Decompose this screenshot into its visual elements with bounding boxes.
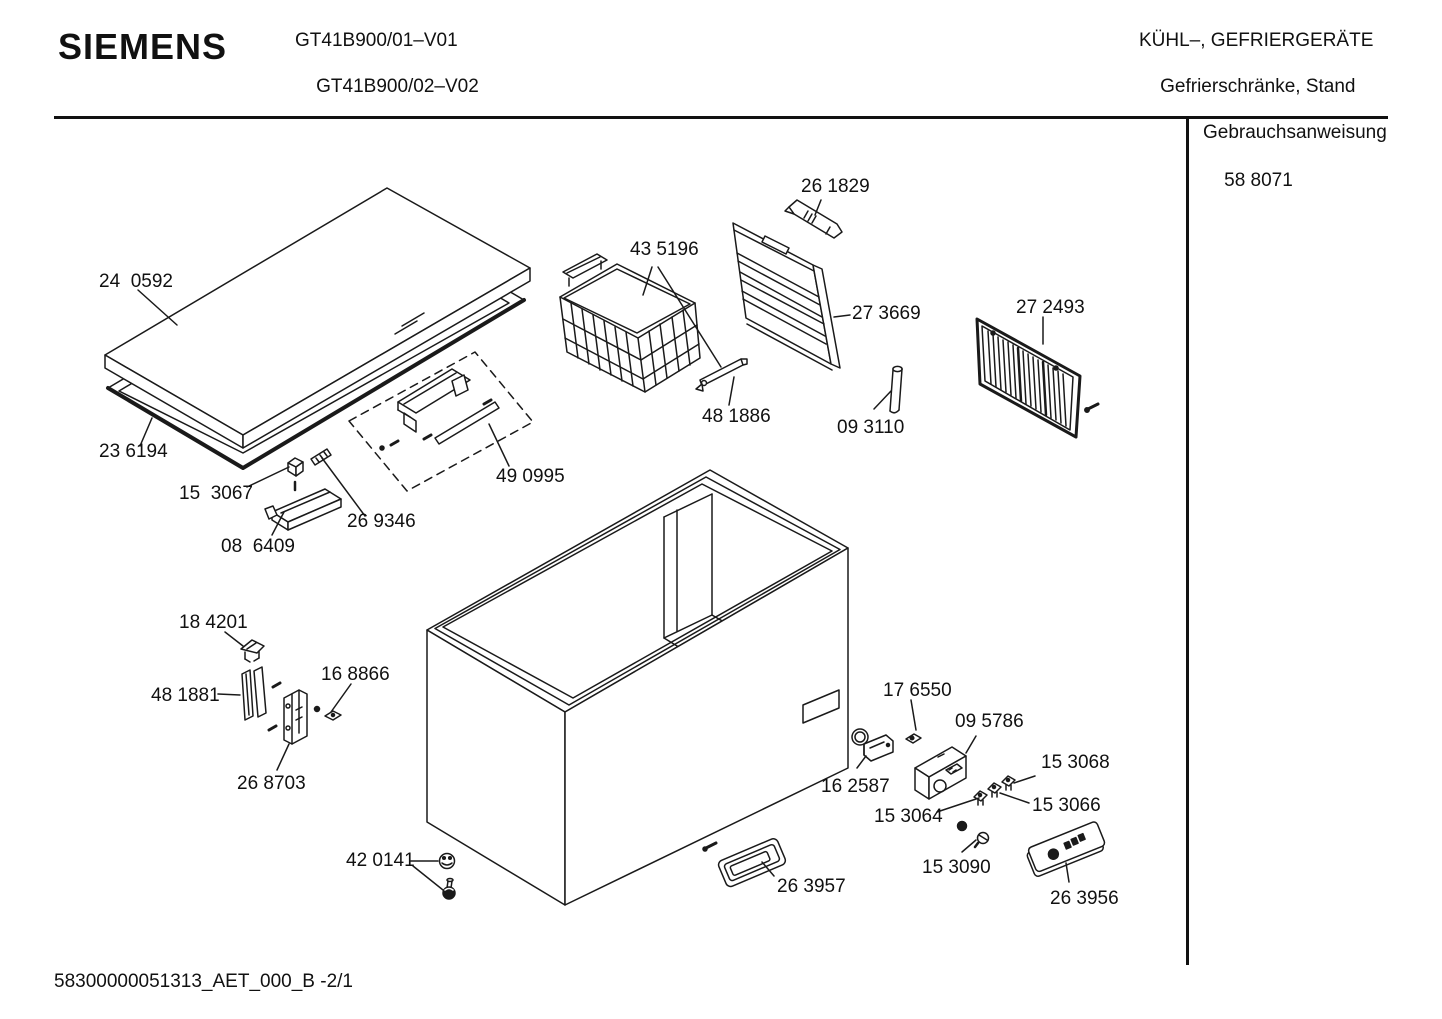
clip-15-3067-drawing: [288, 458, 303, 490]
control-panel-drawing: [915, 747, 966, 799]
part-label-49-0995: 49 0995: [496, 466, 565, 487]
part-label-09-3110: 09 3110: [837, 417, 905, 438]
mounting-clips-drawing: [974, 776, 1015, 805]
part-label-27-2493: 27 2493: [1016, 297, 1085, 318]
manual-title: Gebrauchsanweisung: [1203, 122, 1387, 143]
part-label-48-1881: 48 1881: [151, 685, 220, 706]
part-label-15-3064: 15 3064: [874, 806, 943, 827]
thermostat-drawing: [852, 729, 893, 761]
part-label-15-3068: 15 3068: [1041, 752, 1110, 773]
part-label-48-1886: 48 1886: [702, 406, 771, 427]
hinge-body-drawing: [269, 683, 307, 744]
bracket-08-6409-drawing: [265, 489, 341, 530]
part-label-26-8703: 26 8703: [237, 773, 306, 794]
spring-pin-drawing: [311, 449, 331, 465]
drain-tube-drawing: [890, 366, 902, 412]
part-label-18-4201: 18 4201: [179, 612, 248, 633]
part-label-17-6550: 17 6550: [883, 680, 952, 701]
part-label-26-3957: 26 3957: [777, 876, 846, 897]
manual-number: 58 8071: [1224, 170, 1293, 191]
cabinet-body-drawing: [427, 470, 848, 905]
wire-basket-drawing: [560, 254, 700, 392]
part-label-16-2587: 16 2587: [821, 776, 890, 797]
label-plate-drawing: [1025, 821, 1108, 878]
bezel-screw-drawing: [703, 843, 716, 851]
sensor-17-6550-drawing: [906, 734, 921, 743]
hinge-clip-drawing: [241, 640, 264, 662]
model-line-1: GT41B900/01–V01: [295, 30, 458, 51]
part-label-15-3066: 15 3066: [1032, 795, 1101, 816]
model-line-2: GT41B900/02–V02: [316, 76, 479, 97]
siemens-logo: SIEMENS: [58, 26, 228, 67]
hinge-plate-drawing: [242, 667, 266, 720]
handle-strip-drawing: [696, 359, 747, 391]
part-label-26-9346: 26 9346: [347, 511, 416, 532]
document-id: 58300000051313_AET_000_B -2/1: [54, 971, 353, 992]
thermometer-drawing: [785, 200, 842, 238]
part-label-43-5196: 43 5196: [630, 239, 699, 260]
part-label-15-3067: 15 3067: [179, 483, 253, 504]
part-label-24-0592: 24 0592: [99, 271, 173, 292]
fastener-16-8866-drawing: [315, 707, 342, 721]
divider-panel-drawing: [733, 223, 840, 370]
part-label-08-6409: 08 6409: [221, 536, 295, 557]
part-label-42-0141: 42 0141: [346, 850, 415, 871]
part-label-09-5786: 09 5786: [955, 711, 1024, 732]
part-label-26-1829: 26 1829: [801, 176, 870, 197]
part-label-23-6194: 23 6194: [99, 441, 168, 462]
category-line-1: KÜHL–, GEFRIERGERÄTE: [1139, 30, 1374, 51]
part-label-16-8866: 16 8866: [321, 664, 390, 685]
part-label-27-3669: 27 3669: [852, 303, 921, 324]
part-label-15-3090: 15 3090: [922, 857, 991, 878]
ventilation-grille-drawing: [977, 319, 1098, 437]
part-label-26-3956: 26 3956: [1050, 888, 1119, 909]
category-line-2: Gefrierschränke, Stand: [1160, 76, 1356, 97]
foot-screws-drawing: [440, 854, 456, 900]
